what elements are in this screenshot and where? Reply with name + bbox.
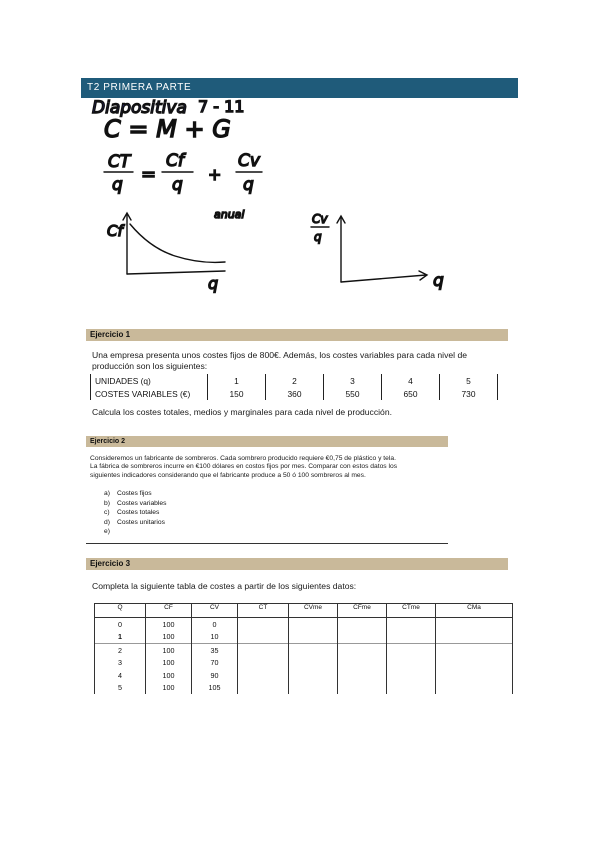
unit-cell: 4 (382, 374, 440, 387)
row-label: COSTES VARIABLES (€) (91, 387, 208, 400)
empty-cell (338, 669, 387, 682)
table-row (95, 682, 513, 695)
col-header: CFme (338, 604, 387, 618)
empty-cell (387, 644, 436, 657)
table-header-row (95, 604, 513, 618)
empty-cell (238, 657, 289, 670)
empty-cell (436, 631, 513, 644)
list-item: e) (104, 528, 110, 536)
list-item: c) Costes totales (104, 509, 160, 517)
ejercicio2-divider (86, 543, 448, 544)
ejercicio3-intro: Completa la siguiente tabla de costes a partir de los siguientes datos: (92, 581, 357, 591)
cost-cell: 650 (382, 387, 440, 400)
ejercicio1-question: Calcula los costes totales, medios y marginales para cada nivel de producción. (92, 407, 392, 417)
empty-cell (436, 618, 513, 631)
eq-sign: = (141, 164, 157, 185)
graph2-y-den: q (314, 230, 322, 244)
empty-cell (436, 657, 513, 670)
empty-cell (338, 682, 387, 695)
table-row (95, 657, 513, 670)
empty-cell (387, 657, 436, 670)
graph2-x-axis (341, 275, 426, 282)
cv-cell: 0 (192, 618, 238, 631)
cf-cell: 100 (146, 618, 192, 631)
empty-cell (387, 618, 436, 631)
ejercicio1-table (90, 374, 498, 400)
table-row (95, 669, 513, 682)
cf-cell: 100 (146, 657, 192, 670)
q-cell: 3 (95, 657, 146, 670)
cv-cell: 90 (192, 669, 238, 682)
empty-cell (436, 669, 513, 682)
q-cell: 2 (95, 644, 146, 657)
empty-cell (238, 669, 289, 682)
note-range: 7 - 11 (198, 97, 245, 116)
table-row (95, 618, 513, 631)
section-title: T2 PRIMERA PARTE (87, 82, 192, 93)
empty-cell (289, 669, 338, 682)
col-header: CTme (387, 604, 436, 618)
note-diapositiva: Diapositiva (92, 98, 187, 118)
note-eq1: C = M + G (104, 115, 231, 143)
empty-cell (289, 644, 338, 657)
ejercicio3-header (86, 558, 508, 570)
empty-cell (289, 657, 338, 670)
empty-cell (436, 644, 513, 657)
ejercicio3-title: Ejercicio 3 (90, 559, 131, 568)
ejercicio2-line2: La fábrica de sombreros incurre en €100 dólares en costos fijos por mes. Comparar con estos datos los (90, 463, 398, 471)
table-row (91, 374, 498, 387)
ejercicio2-line3: siguientes indicadores considerando que el fabricante produce a 50 ó 100 sombreros al mes. (90, 471, 366, 479)
ejercicio3-table (94, 603, 513, 694)
row-label: UNIDADES (q) (91, 374, 208, 387)
ejercicio1-text (92, 350, 510, 372)
cost-cell: 360 (266, 387, 324, 400)
empty-cell (238, 631, 289, 644)
table-row (95, 631, 513, 644)
empty-cell (436, 682, 513, 695)
graph1-x-label: q (208, 274, 219, 293)
list-item: d) Costes unitarios (104, 518, 165, 526)
note-anual: anual (214, 208, 245, 221)
plus-sign: + (208, 165, 222, 184)
cf-cell: 100 (146, 644, 192, 657)
empty-cell (338, 618, 387, 631)
cv-cell: 105 (192, 682, 238, 695)
q-cell: 4 (95, 669, 146, 682)
frac3-num: Cv (238, 151, 260, 171)
cf-cell: 100 (146, 682, 192, 695)
cost-cell: 550 (324, 387, 382, 400)
graph2-x-label: q (433, 271, 444, 291)
cv-cell: 10 (192, 631, 238, 644)
cost-cell: 150 (208, 387, 266, 400)
graph1-y-label: Cf (107, 222, 123, 240)
cf-cell: 100 (146, 669, 192, 682)
graph2-y-num: Cv (312, 212, 328, 226)
cf-cell: 100 (146, 631, 192, 644)
empty-cell (338, 631, 387, 644)
col-header: CF (146, 604, 192, 618)
ejercicio2-list (104, 489, 166, 537)
empty-cell (238, 682, 289, 695)
table-row (91, 387, 498, 400)
ejercicio1-header (86, 329, 508, 341)
cv-cell: 35 (192, 644, 238, 657)
ejercicio2-title: Ejercicio 2 (90, 438, 126, 445)
col-header: CMa (436, 604, 513, 618)
unit-cell: 5 (440, 374, 498, 387)
empty-cell (289, 618, 338, 631)
list-item: a) Costes fijos (104, 490, 152, 497)
graph1-curve (130, 224, 225, 262)
unit-cell: 2 (266, 374, 324, 387)
col-header: Q (95, 604, 146, 618)
frac2-den: q (172, 175, 183, 195)
table-row (95, 644, 513, 657)
empty-cell (338, 657, 387, 670)
ejercicio2-text (90, 455, 450, 480)
q-cell: 5 (95, 682, 146, 695)
frac1-den: q (112, 175, 123, 195)
empty-cell (238, 618, 289, 631)
empty-cell (238, 644, 289, 657)
empty-cell (289, 682, 338, 695)
unit-cell: 1 (208, 374, 266, 387)
cv-cell: 70 (192, 657, 238, 670)
list-item: b) Costes variables (104, 499, 167, 507)
ejercicio2-header (86, 436, 448, 447)
cost-cell: 730 (440, 387, 498, 400)
col-header: CT (238, 604, 289, 618)
unit-cell: 3 (324, 374, 382, 387)
ejercicio1-title: Ejercicio 1 (90, 330, 131, 339)
ejercicio1-line1: Una empresa presenta unos costes fijos de 800€. Además, los costes variables para cada nivel de (92, 350, 467, 360)
ejercicio1-line2: producción son los siguientes: (92, 361, 208, 371)
empty-cell (387, 631, 436, 644)
ejercicio2-line1: Consideremos un fabricante de sombreros. Cada sombrero producido requiere €0,75 de plástico y tela. (90, 455, 396, 462)
empty-cell (387, 669, 436, 682)
col-header: CV (192, 604, 238, 618)
empty-cell (387, 682, 436, 695)
empty-cell (338, 644, 387, 657)
frac2-num: Cf (166, 151, 184, 171)
q-cell: 1 (95, 631, 146, 644)
frac1-num: CT (108, 152, 131, 172)
empty-cell (289, 631, 338, 644)
col-header: CVme (289, 604, 338, 618)
q-cell: 0 (95, 618, 146, 631)
frac3-den: q (243, 175, 254, 195)
